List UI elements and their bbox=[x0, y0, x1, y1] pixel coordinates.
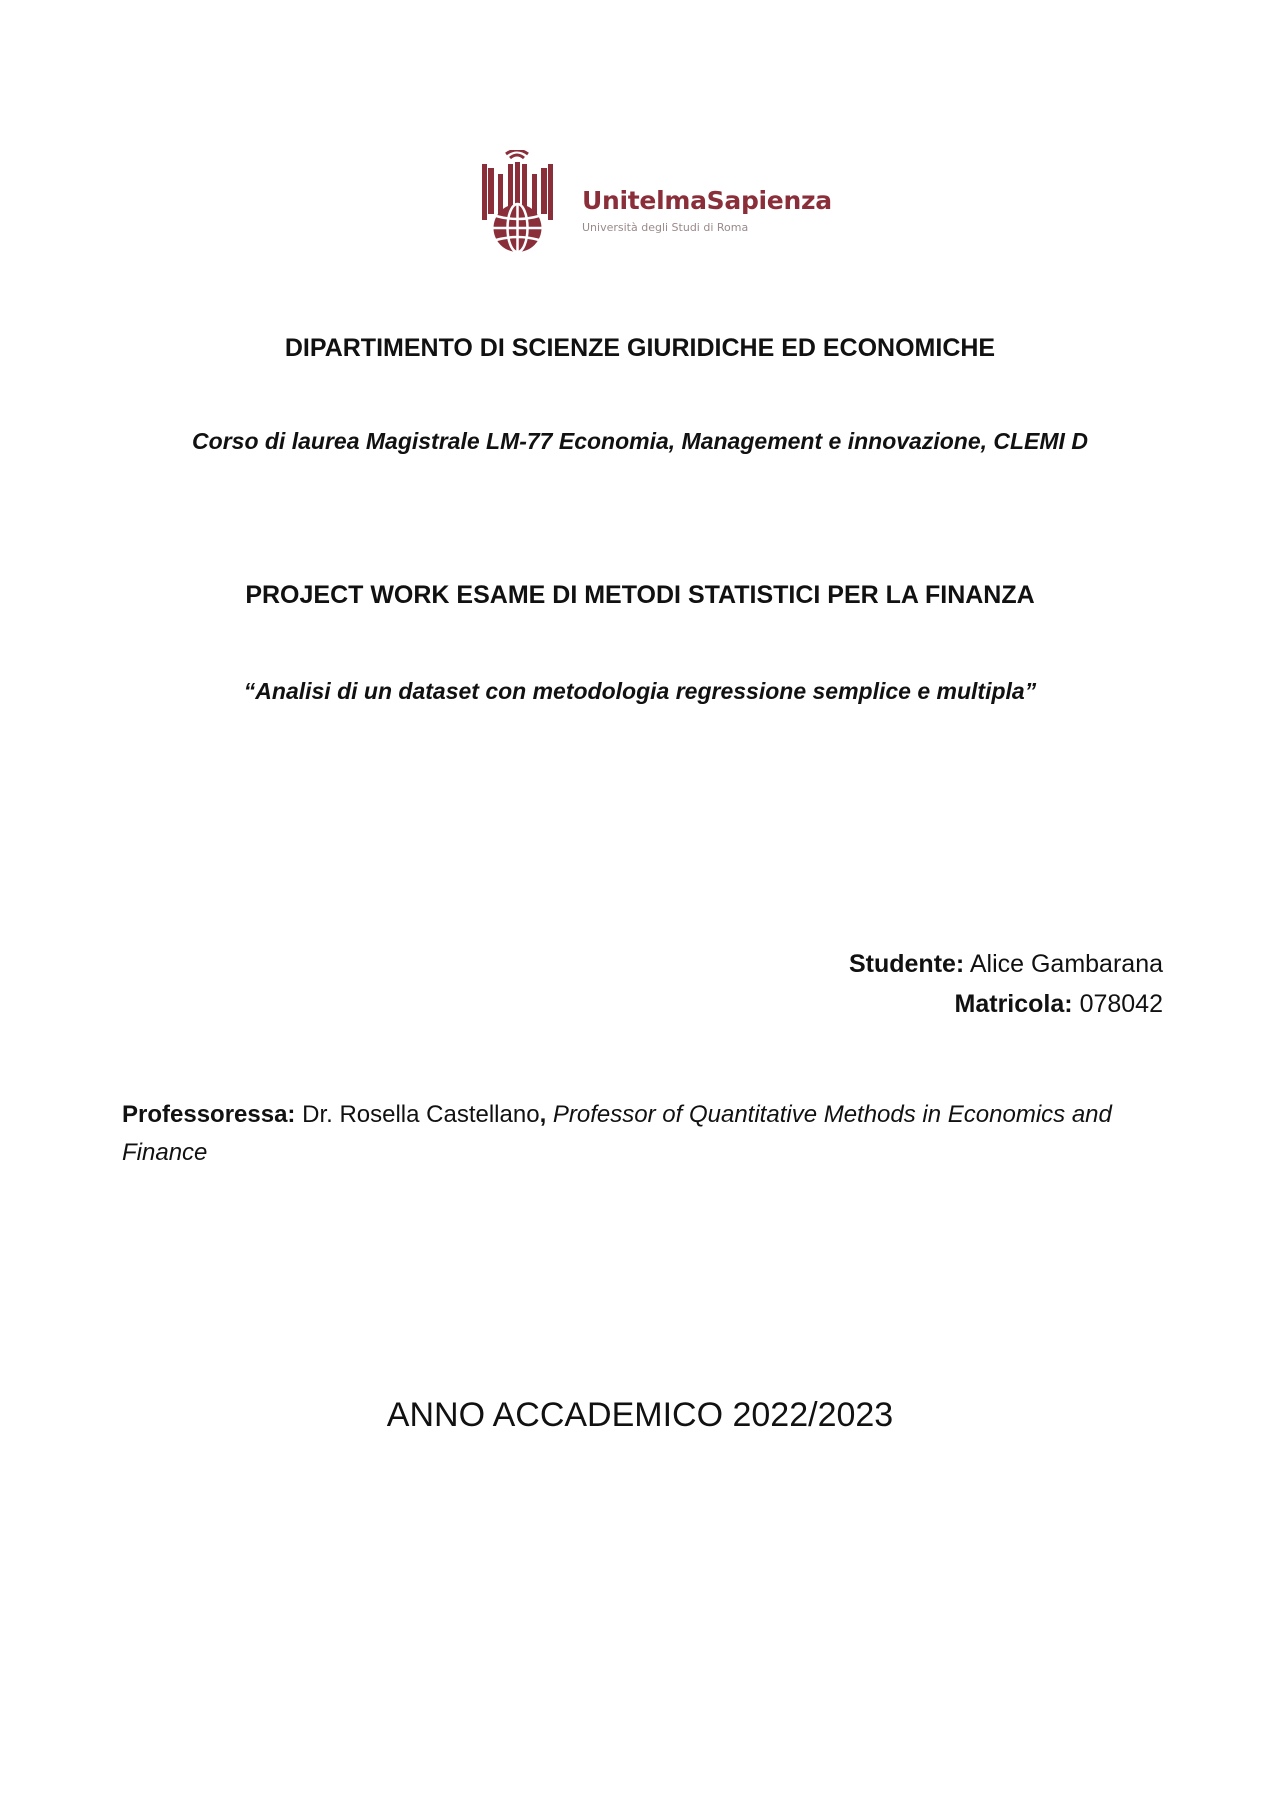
student-name: Alice Gambarana bbox=[969, 950, 1163, 978]
student-info bbox=[849, 944, 1163, 1024]
project-subject: “Analisi di un dataset con metodologia regressione semplice e multipla” bbox=[243, 678, 1037, 704]
university-logo bbox=[480, 150, 832, 255]
project-title: PROJECT WORK ESAME DI METODI STATISTICI PER LA FINANZA bbox=[245, 581, 1035, 609]
matricola-line bbox=[849, 984, 1163, 1024]
university-emblem-icon bbox=[480, 150, 555, 255]
professor-info bbox=[122, 1096, 1162, 1172]
professor-label: Professoressa: bbox=[122, 1101, 296, 1128]
course-name: Corso di laurea Magistrale LM-77 Economia, Management e innovazione, CLEMI D bbox=[192, 428, 1088, 454]
professor-separator: , bbox=[539, 1101, 547, 1128]
department-heading: DIPARTIMENTO DI SCIENZE GIURIDICHE ED ECONOMICHE bbox=[284, 334, 996, 362]
university-name: UnitelmaSapienza bbox=[582, 186, 832, 215]
professor-title: Professor of Quantitative Methods in Economics and Finance bbox=[122, 1101, 1112, 1166]
student-label: Studente: bbox=[848, 950, 965, 978]
academic-year: ANNO ACCADEMICO 2022/2023 bbox=[386, 1396, 894, 1434]
student-line bbox=[849, 944, 1163, 984]
university-subtitle: Università degli Studi di Roma bbox=[582, 221, 749, 234]
professor-name: Dr. Rosella Castellano bbox=[302, 1101, 540, 1128]
matricola-label: Matricola: bbox=[954, 990, 1073, 1018]
matricola-value: 078042 bbox=[1079, 990, 1163, 1018]
